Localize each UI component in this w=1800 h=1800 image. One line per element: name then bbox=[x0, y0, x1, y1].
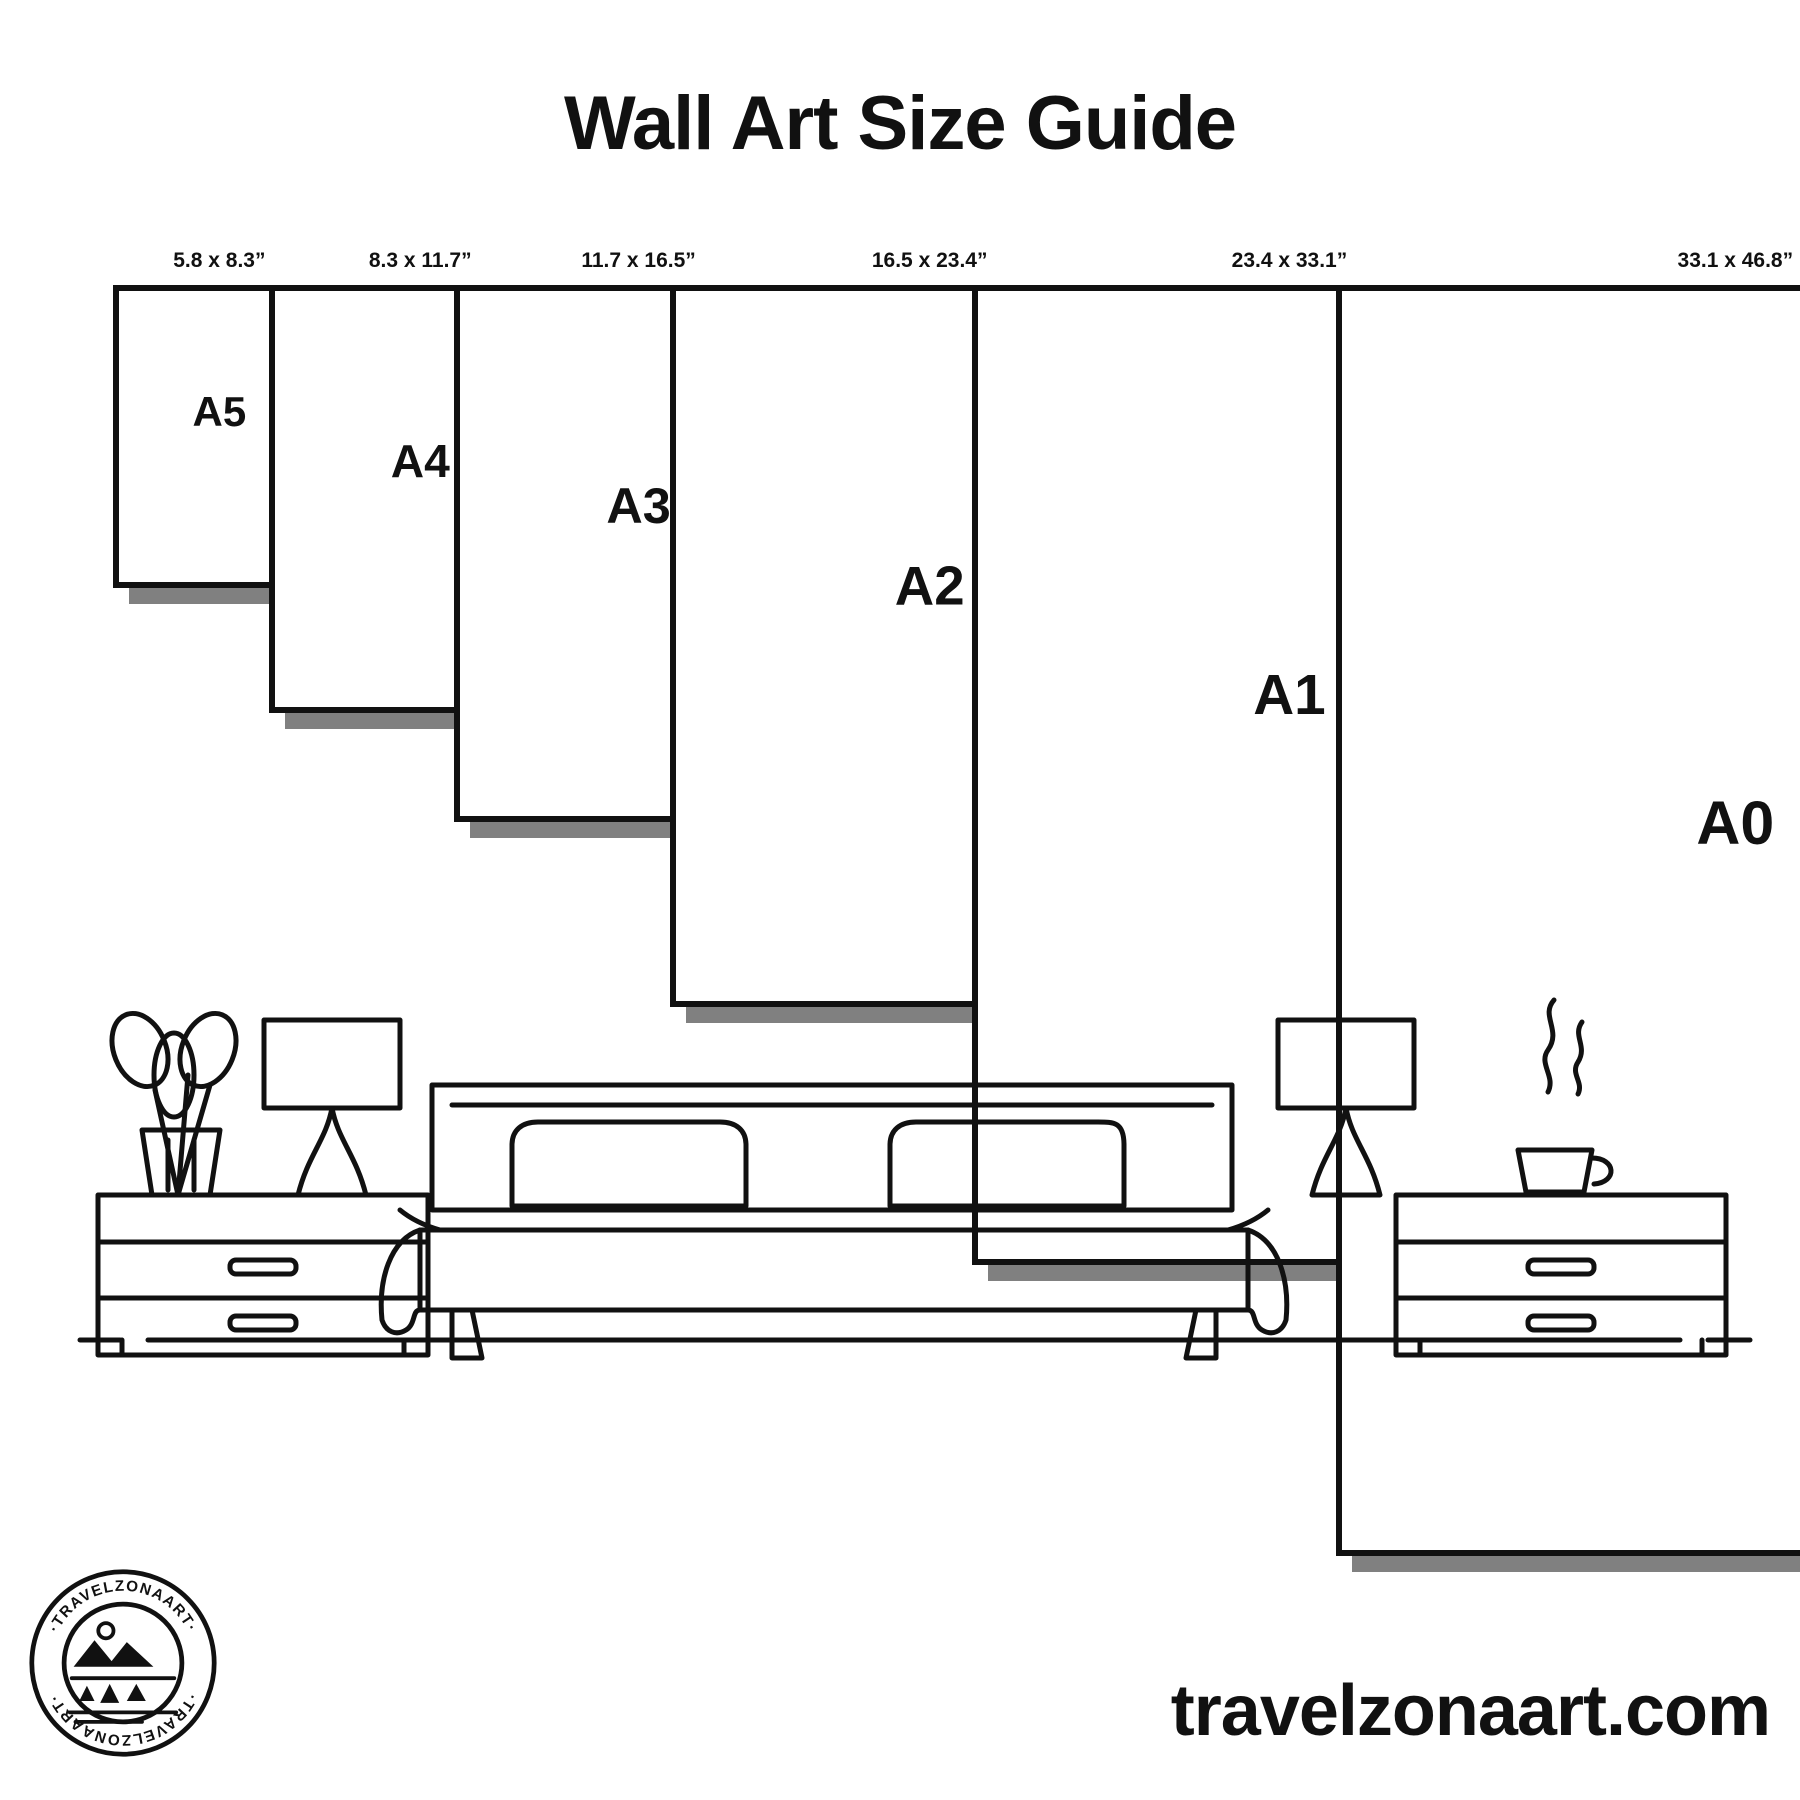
pillow-right bbox=[890, 1122, 1124, 1206]
frame-dimension-a5: 5.8 x 8.3” bbox=[173, 249, 266, 272]
frame-a0[interactable] bbox=[1336, 249, 1800, 1632]
site-url[interactable]: travelzonaart.com bbox=[1170, 1671, 1770, 1751]
frame-dimension-a0: 33.1 x 46.8” bbox=[1677, 249, 1794, 272]
pillow-left bbox=[512, 1122, 746, 1206]
page-title: Wall Art Size Guide bbox=[563, 81, 1237, 166]
table-lamp-left bbox=[264, 1020, 400, 1195]
svg-text:·TRAVELZONAART·: ·TRAVELZONAART· bbox=[45, 1690, 201, 1749]
frame-label-a5: A5 bbox=[192, 387, 247, 435]
bed bbox=[381, 1085, 1286, 1358]
svg-text:·TRAVELZONAART·: ·TRAVELZONAART· bbox=[45, 1577, 201, 1636]
frame-label-a4: A4 bbox=[390, 435, 450, 488]
frame-dimension-a1: 23.4 x 33.1” bbox=[1231, 249, 1348, 272]
frame-label-a1: A1 bbox=[1253, 663, 1326, 727]
frame-label-a0: A0 bbox=[1696, 788, 1775, 857]
coffee-cup bbox=[1518, 1000, 1611, 1192]
frame-label-a2: A2 bbox=[894, 555, 965, 617]
bedroom-illustration bbox=[60, 980, 1760, 1400]
frame-label-a3: A3 bbox=[606, 477, 671, 535]
frame-dimension-a2: 16.5 x 23.4” bbox=[871, 249, 988, 272]
vase-with-plant bbox=[102, 1005, 247, 1195]
table-lamp-right bbox=[1278, 1020, 1414, 1195]
nightstand-left bbox=[98, 1195, 428, 1355]
travelzonaart-logo[interactable] bbox=[28, 1568, 218, 1758]
frame-dimension-a4: 8.3 x 11.7” bbox=[368, 249, 472, 272]
nightstand-right bbox=[1396, 1195, 1726, 1355]
frame-dimension-a3: 11.7 x 16.5” bbox=[581, 249, 696, 272]
